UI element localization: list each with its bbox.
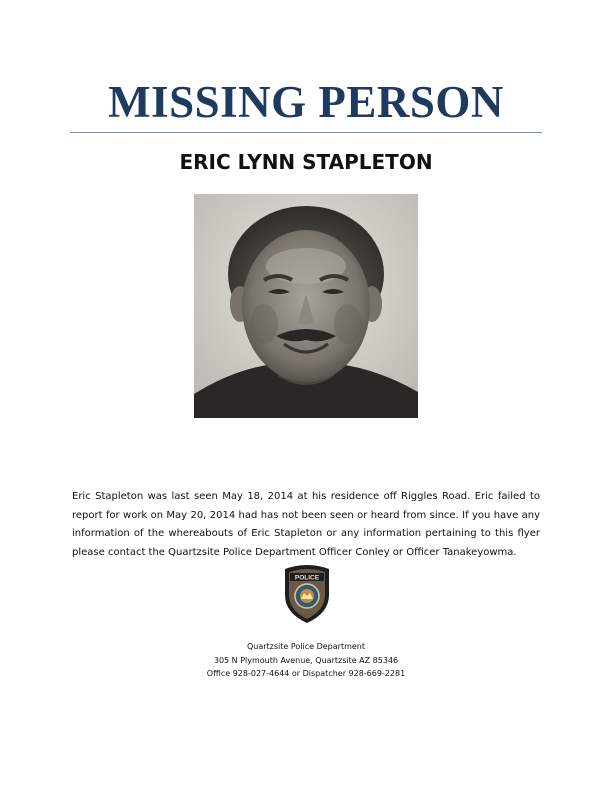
department-name: Quartzsite Police Department [246, 642, 366, 651]
title-divider [70, 132, 542, 133]
department-phones: Office 928-027-4644 or Dispatcher 928-669-2281 [206, 669, 406, 678]
contact-footer [0, 640, 612, 681]
badge-text: POLICE [294, 574, 320, 582]
person-photo [194, 194, 418, 418]
person-name: ERIC LYNN STAPLETON [179, 150, 433, 174]
police-badge-icon [281, 563, 333, 625]
department-address: 305 N Plymouth Avenue, Quartzsite AZ 85346 [213, 655, 399, 665]
portrait-image [194, 194, 418, 418]
page-title: MISSING PERSON [108, 77, 504, 127]
description-paragraph: Eric Stapleton was last seen May 18, 2014 at his residence off Riggles Road. Eric failed to report for work on May 20, 2014 had has not been seen or heard from since. If you have any information of the whereabouts of Eric Stapleton or any information pertaining to this flyer please contact the Quartzsite Police Department Officer Conley or Officer Tanakeyowma. [72, 491, 540, 558]
